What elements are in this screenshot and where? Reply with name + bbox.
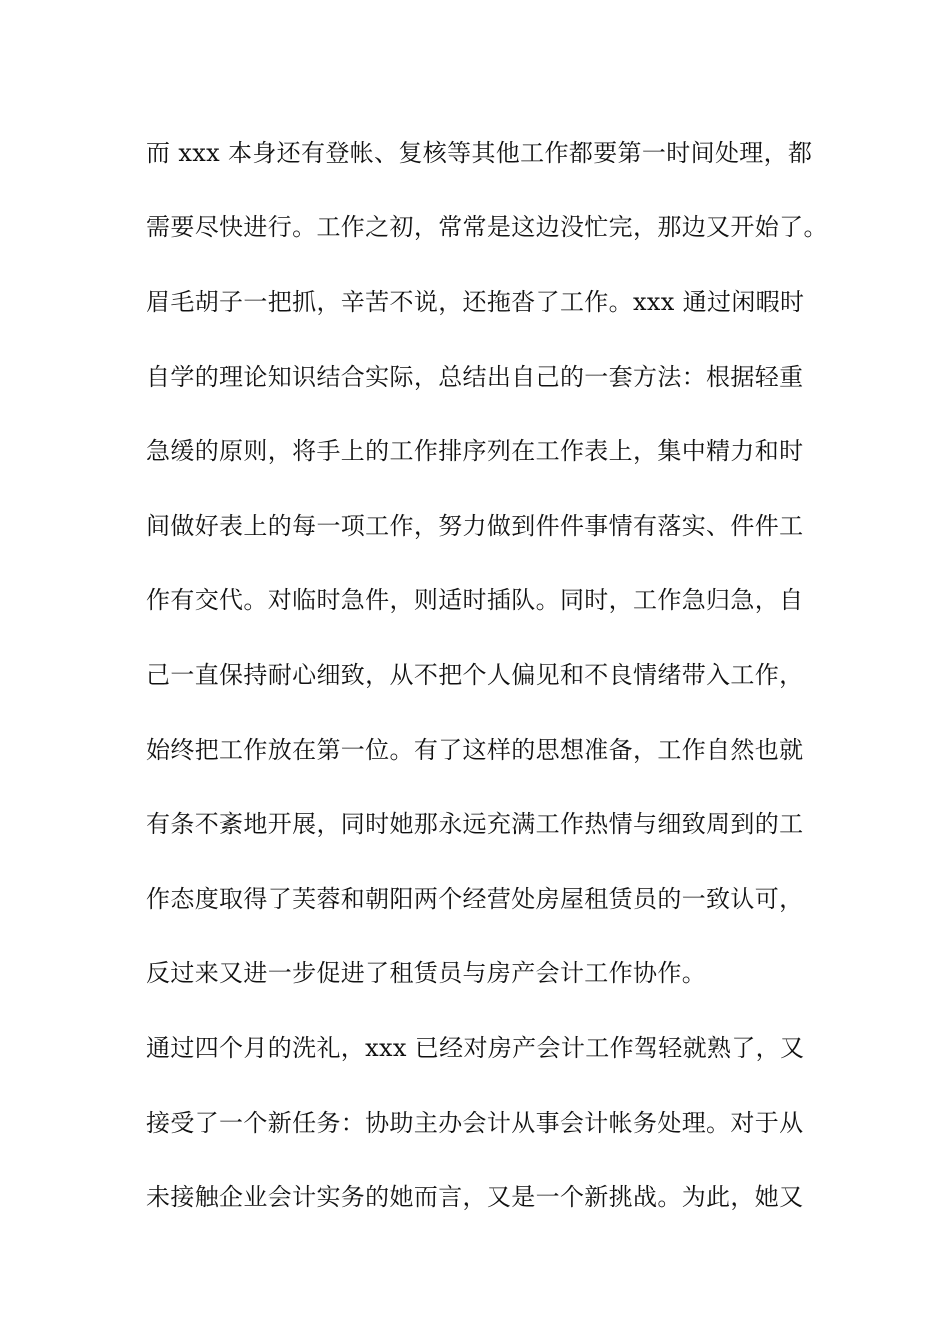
text-line: 未接触企业会计实务的她而言，又是一个新挑战。为此，她又 (146, 1183, 804, 1211)
text-line: 眉毛胡子一把抓，辛苦不说，还拖沓了工作。xxx 通过闲暇时 (146, 288, 805, 316)
text-line: 有条不紊地开展，同时她那永远充满工作热情与细致周到的工 (146, 810, 804, 838)
text-line: 通过四个月的洗礼，xxx 已经对房产会计工作驾轻就熟了，又 (146, 1034, 805, 1062)
text-line: 需要尽快进行。工作之初，常常是这边没忙完，那边又开始了。 (146, 213, 828, 241)
text-line: 作有交代。对临时急件，则适时插队。同时，工作急归急，自 (146, 586, 804, 614)
text-line: 间做好表上的每一项工作，努力做到件件事情有落实、件件工 (146, 512, 804, 540)
text-line: 始终把工作放在第一位。有了这样的思想准备，工作自然也就 (146, 736, 804, 764)
text-line: 而 xxx 本身还有登帐、复核等其他工作都要第一时间处理，都 (146, 139, 813, 167)
text-line: 自学的理论知识结合实际，总结出自己的一套方法：根据轻重 (146, 363, 804, 391)
text-line: 己一直保持耐心细致，从不把个人偏见和不良情绪带入工作， (146, 661, 804, 689)
text-line: 急缓的原则，将手上的工作排序列在工作表上，集中精力和时 (146, 437, 804, 465)
text-line: 反过来又进一步促进了租赁员与房产会计工作协作。 (146, 959, 707, 987)
text-line: 接受了一个新任务：协助主办会计从事会计帐务处理。对于从 (146, 1109, 804, 1137)
text-line: 作态度取得了芙蓉和朝阳两个经营处房屋租赁员的一致认可， (146, 885, 804, 913)
